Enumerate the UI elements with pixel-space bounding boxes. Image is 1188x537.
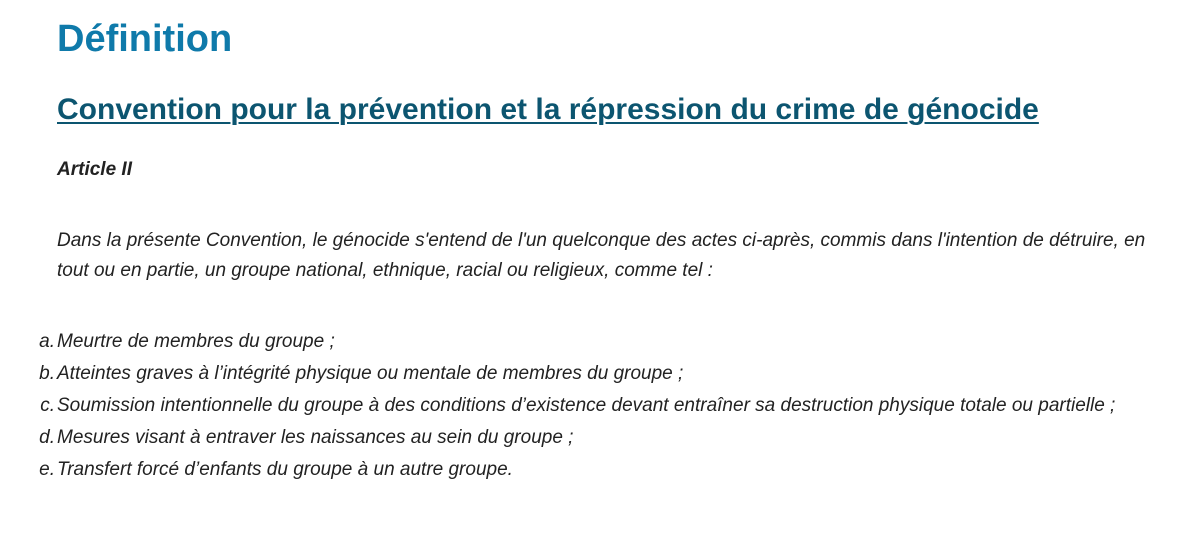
- list-item: [39, 422, 1172, 454]
- article-heading: Article II: [57, 159, 132, 180]
- list-item-marker: e.: [39, 459, 55, 480]
- list-item-text: Atteintes graves à l’intégrité physique ou mentale de membres du groupe ;: [57, 363, 684, 384]
- list-item-marker: a.: [39, 331, 55, 352]
- list-item: [40, 390, 1172, 422]
- article-intro-text: Dans la présente Convention, le génocide s'entend de l'un quelconque des actes ci-après, commis dans l'intention de détruire, en tout ou en partie, un groupe national, ethnique, racial ou religieux, comme tel :: [57, 230, 1146, 281]
- list-item-text: Meurtre de membres du groupe ;: [57, 331, 335, 352]
- list-item-text: Transfert forcé d’enfants du groupe à un autre groupe.: [57, 459, 513, 480]
- list-item-text: Soumission intentionnelle du groupe à des conditions d’existence devant entraîner sa destruction physique totale ou partielle ;: [57, 395, 1116, 416]
- list-item-text: Mesures visant à entraver les naissances au sein du groupe ;: [57, 427, 574, 448]
- convention-title-link[interactable]: Convention pour la prévention et la répression du crime de génocide: [57, 93, 1039, 126]
- list-item: [39, 358, 1172, 390]
- list-item-marker: d.: [39, 427, 55, 448]
- list-item: [39, 454, 1172, 486]
- list-item-marker: b.: [39, 363, 55, 384]
- acts-list: [39, 326, 1172, 486]
- list-item: [39, 326, 1172, 358]
- page-title: Définition: [57, 18, 233, 60]
- list-item-marker: c.: [40, 395, 55, 416]
